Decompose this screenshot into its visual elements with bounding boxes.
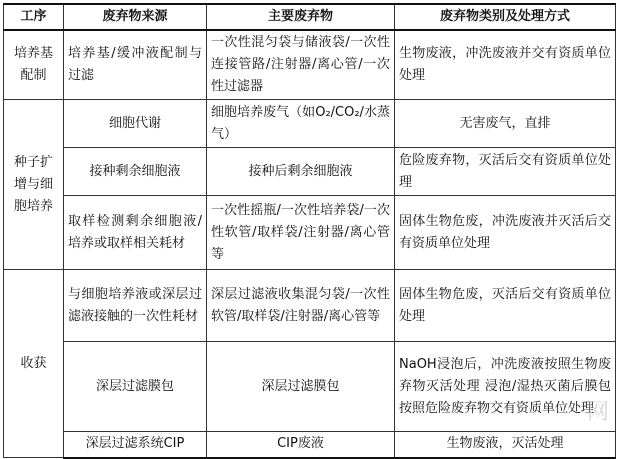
category-cell: 危险废弃物，灭活后交有资质单位处理: [395, 148, 616, 196]
main-waste-cell: 细胞培养废气（如O₂/CO₂/水蒸气）: [207, 100, 395, 148]
process-cell: 收获: [4, 270, 64, 458]
table-row: [4, 30, 616, 100]
main-waste-cell: 深层过滤液收集混匀袋/一次性软管/取样袋/注射器/离心管等: [207, 270, 395, 342]
source-cell: 与细胞培养液或深层过滤液接触的一次性耗材: [64, 270, 207, 342]
category-cell: 固体生物危废，灭活后交有资质单位处理: [395, 270, 616, 342]
waste-table: [3, 3, 616, 459]
watermark: 网: [586, 400, 610, 425]
header-source: 废弃物来源: [64, 4, 207, 30]
category-cell: 无害废气，直排: [395, 100, 616, 148]
table-row: [4, 196, 616, 270]
source-cell: 培养基/缓冲液配制与过滤: [64, 30, 207, 100]
main-waste-cell: 深层过滤膜包: [207, 342, 395, 432]
header-main-waste: 主要废弃物: [207, 4, 395, 30]
header-process: 工序: [4, 4, 64, 30]
source-cell: 接种剩余细胞液: [64, 148, 207, 196]
category-cell: 固体生物危废，冲洗废液并灭活后交有资质单位处理: [395, 196, 616, 270]
source-cell: 深层过滤系统CIP: [64, 432, 207, 458]
source-cell: 细胞代谢: [64, 100, 207, 148]
table-row: [4, 148, 616, 196]
category-cell: NaOH浸泡后，冲洗废液按照生物废弃物灭活处理 浸泡/湿热灭菌后膜包按照危险废弃物交有资质单位处理: [395, 342, 616, 432]
category-cell: 生物废液，灭活处理: [395, 432, 616, 458]
table-row: [4, 270, 616, 342]
process-cell: 种子扩增与细胞培养: [4, 100, 64, 270]
process-cell: 培养基配制: [4, 30, 64, 100]
table-row: [4, 432, 616, 458]
header-category: 废弃物类别及处理方式: [395, 4, 616, 30]
source-cell: 深层过滤膜包: [64, 342, 207, 432]
main-waste-cell: 接种后剩余细胞液: [207, 148, 395, 196]
main-waste-cell: 一次性摇瓶/一次性培养袋/一次性软管/取样袋/注射器/离心管等: [207, 196, 395, 270]
table-row: [4, 100, 616, 148]
table-header-row: [4, 4, 616, 30]
table-row: [4, 342, 616, 432]
main-waste-cell: 一次性混匀袋与储液袋/一次性连接管路/注射器/离心管/一次性过滤器: [207, 30, 395, 100]
source-cell: 取样检测剩余细胞液/培养或取样相关耗材: [64, 196, 207, 270]
main-waste-cell: CIP废液: [207, 432, 395, 458]
category-cell: 生物废液，冲洗废液并交有资质单位处理: [395, 30, 616, 100]
